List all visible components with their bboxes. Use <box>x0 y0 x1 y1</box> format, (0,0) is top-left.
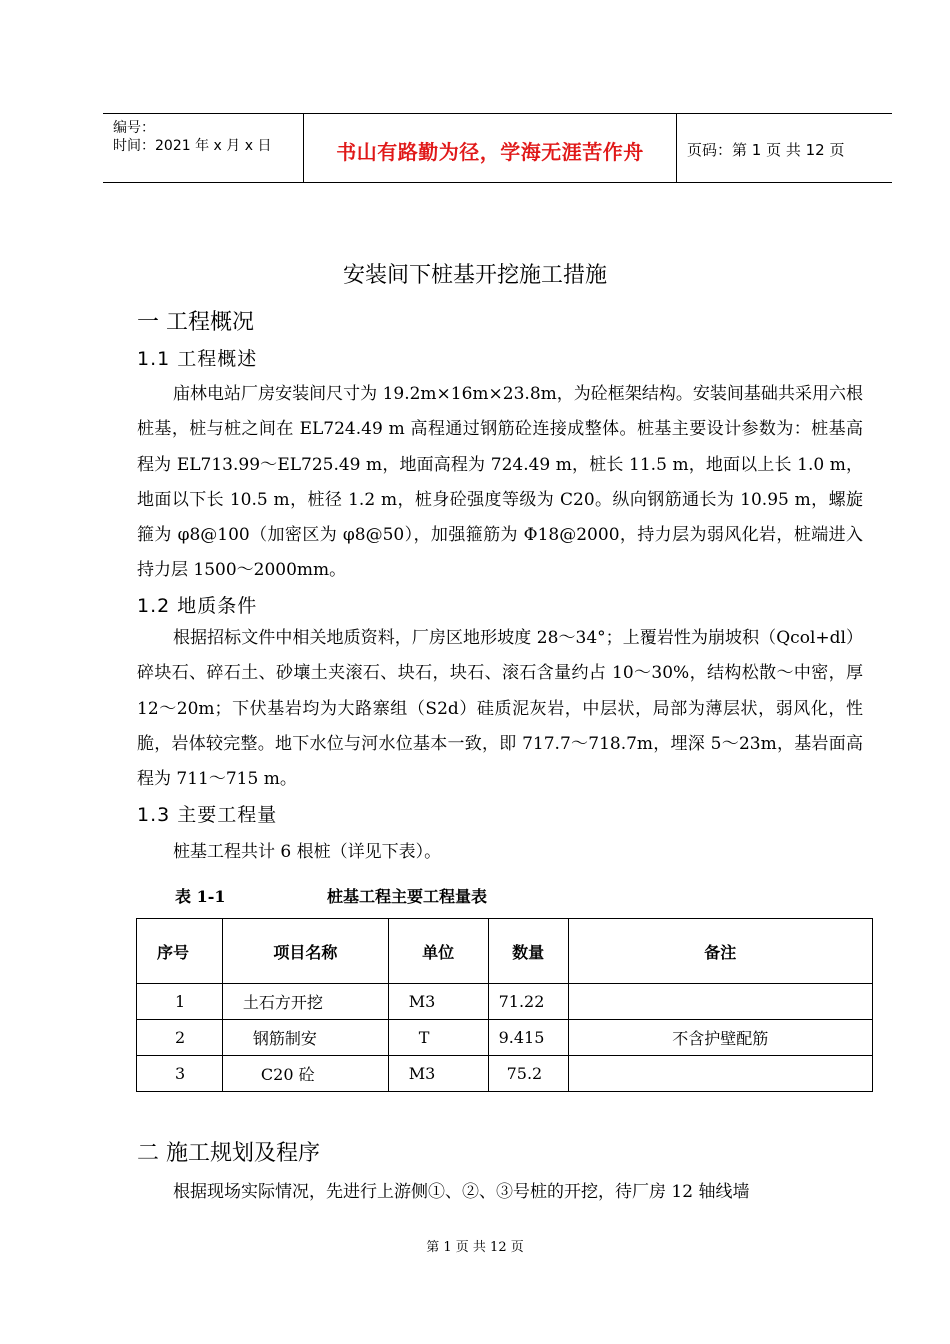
table-cell: 2 <box>137 1020 223 1056</box>
header-number: 编号： <box>113 120 155 136</box>
table-cell: 3 <box>137 1056 223 1092</box>
table-header-cell: 单位 <box>388 919 488 984</box>
header-motto-cell <box>304 114 677 182</box>
table-row <box>137 984 873 1020</box>
table-cell: 71.22 <box>488 984 568 1020</box>
header-time: 时间：2021 年 x 月 x 日 <box>113 138 272 154</box>
paragraph-quantities: 桩基工程共计 6 根桩（详见下表）。 <box>173 842 442 862</box>
page-header <box>103 113 892 183</box>
table-header-cell: 项目名称 <box>222 919 388 984</box>
table-caption-title: 桩基工程主要工程量表 <box>327 887 488 906</box>
header-page-cell <box>677 114 892 182</box>
subsection-heading-quantities: 1.3 主要工程量 <box>137 804 278 826</box>
document-title: 安装间下桩基开挖施工措施 <box>342 263 607 288</box>
table-header-cell: 数量 <box>488 919 568 984</box>
table-header-cell: 备注 <box>568 919 872 984</box>
subsection-heading-geology: 1.2 地质条件 <box>137 595 258 617</box>
page-footer: 第 1 页 共 12 页 <box>426 1240 524 1255</box>
paragraph-summary: 庙林电站厂房安装间尺寸为 19.2m×16m×23.8m，为砼框架结构。安装间基础共采用六根桩基，桩与桩之间在 EL724.49 m 高程通过钢筋砼连接成整体。桩基主要设计参数为：桩基高程为 EL713.99～EL725.49 m，地面高程为 724.49 m，桩长 11.5 m，地面以上长 1.0 m，地面以下长 10.5 m，桩径 1.2 m，桩身砼强度等级为 C20。纵向钢筋通长为 10.95 m，螺旋箍为 φ8@100（加密区为 φ8@50），加强箍筋为 Φ18@2000，持力层为弱风化岩，桩端进入持力层 1500～2000mm。 <box>137 384 863 581</box>
table-cell: 75.2 <box>488 1056 568 1092</box>
header-page-number: 页码：第 1 页 共 12 页 <box>687 141 845 159</box>
section-heading-planning: 二 施工规划及程序 <box>137 1141 320 1166</box>
table-header-cell: 序号 <box>137 919 223 984</box>
table-cell: C20 砼 <box>222 1056 388 1092</box>
header-meta-cell <box>103 114 304 182</box>
table-cell: 9.415 <box>488 1020 568 1056</box>
subsection-heading-summary: 1.1 工程概述 <box>137 348 258 370</box>
table-row <box>137 1020 873 1056</box>
table-cell: T <box>388 1020 488 1056</box>
table-cell: 土石方开挖 <box>222 984 388 1020</box>
table-row <box>137 1056 873 1092</box>
table-caption <box>175 884 488 907</box>
paragraph-geology: 根据招标文件中相关地质资料，厂房区地形坡度 28～34°；上覆岩性为崩坡积（Qcol+dl）碎块石、碎石土、砂壤土夹滚石、块石，块石、滚石含量约占 10～30%，结构松散～中密，厚 12～20m；下伏基岩均为大路寨组（S2d）硅质泥灰岩，中层状，局部为薄层状，弱风化，性脆，岩体较完整。地下水位与河水位基本一致，即 717.7～718.7m，埋深 5～23m，基岩面高程为 711～715 m。 <box>137 628 863 790</box>
table-cell: 钢筋制安 <box>222 1020 388 1056</box>
table-cell <box>568 1056 872 1092</box>
table-cell: 不含护壁配筋 <box>568 1020 872 1056</box>
table-cell: M3 <box>388 984 488 1020</box>
header-motto: 书山有路勤为径，学海无涯苦作舟 <box>336 140 644 164</box>
paragraph-planning: 根据现场实际情况，先进行上游侧①、②、③号桩的开挖，待厂房 12 轴线墙 <box>173 1182 750 1202</box>
table-cell: 1 <box>137 984 223 1020</box>
quantity-table <box>136 918 873 1092</box>
table-cell: M3 <box>388 1056 488 1092</box>
table-header-row <box>137 919 873 984</box>
section-heading-overview: 一 工程概况 <box>137 310 254 335</box>
table-cell <box>568 984 872 1020</box>
table-caption-number: 表 1-1 <box>175 887 226 906</box>
